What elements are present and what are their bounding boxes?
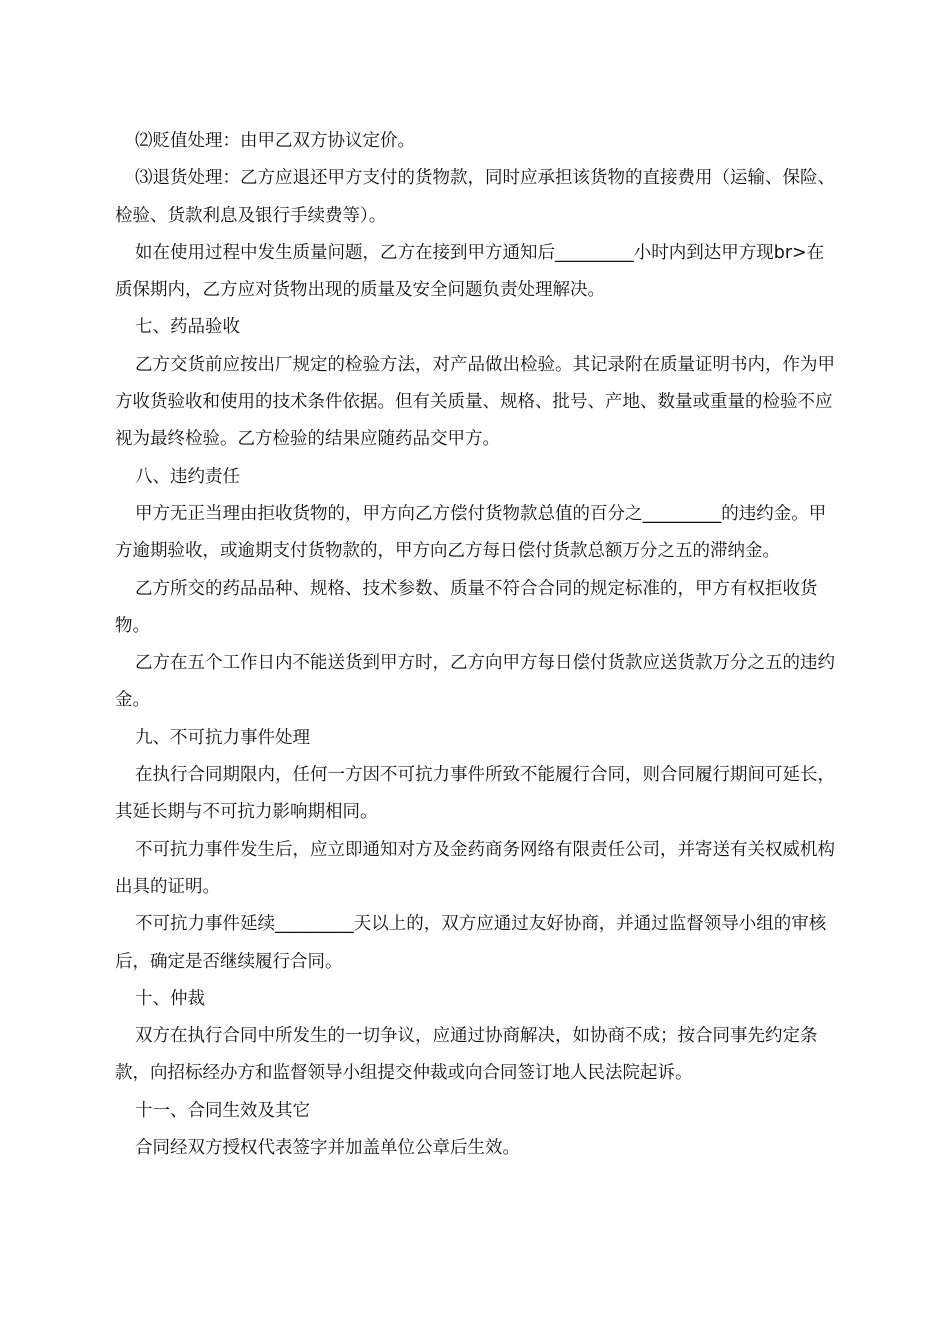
- section-heading-8: 八、违约责任: [135, 466, 240, 487]
- clause-quality-issue: 如在使用过程中发生质量问题，乙方在接到甲方通知后_________小时内到达甲方现br>在质保期内，乙方应对货物出现的质量及安全问题负责处理解决。: [115, 242, 825, 301]
- document-body: [115, 123, 840, 1167]
- clause-force-majeure-notify: 不可抗力事件发生后，应立即通知对方及金药商务网络有限责任公司，并寄送有关权威机构出具的证明。: [115, 839, 835, 897]
- clause-inspection: 乙方交货前应按出厂规定的检验方法，对产品做出检验。其记录附在质量证明书内，作为甲方收货验收和使用的技术条件依据。但有关质量、规格、批号、产地、数量或重量的检验不应视为最终检验。乙方检验的结果应随药品交甲方。: [115, 354, 835, 450]
- clause-penalty-nonconform: 乙方所交的药品品种、规格、技术参数、质量不符合合同的规定标准的，甲方有权拒收货物。: [115, 578, 818, 636]
- section-heading-11: 十一、合同生效及其它: [135, 1100, 310, 1121]
- clause-effective: 合同经双方授权代表签字并加盖单位公章后生效。: [135, 1138, 520, 1159]
- clause-force-majeure-duration: 不可抗力事件延续_________天以上的，双方应通过友好协商，并通过监督领导小组的审核后，确定是否继续履行合同。: [115, 914, 827, 972]
- clause-force-majeure-extend: 在执行合同期限内，任何一方因不可抗力事件所致不能履行合同，则合同履行期间可延长，其延长期与不可抗力影响期相同。: [115, 765, 835, 823]
- section-heading-7: 七、药品验收: [135, 317, 240, 338]
- clause-penalty-buyer: 甲方无正当理由拒收货物的，甲方向乙方偿付货物款总值的百分之_________的违约金。甲方逾期验收，或逾期支付货物款的，甲方向乙方每日偿付货款总额万分之五的滞纳金。: [115, 503, 827, 562]
- section-heading-9: 九、不可抗力事件处理: [135, 727, 310, 748]
- section-heading-10: 十、仲裁: [135, 988, 205, 1009]
- clause-depreciation: ⑵贬值处理：由甲乙双方协议定价。: [135, 131, 415, 151]
- clause-return: ⑶退货处理：乙方应退还甲方支付的货物款，同时应承担该货物的直接费用（运输、保险、检验、货款利息及银行手续费等）。: [115, 168, 835, 226]
- clause-arbitration: 双方在执行合同中所发生的一切争议，应通过协商解决，如协商不成；按合同事先约定条款，向招标经办方和监督领导小组提交仲裁或向合同签订地人民法院起诉。: [115, 1026, 818, 1084]
- clause-penalty-delay: 乙方在五个工作日内不能送货到甲方时，乙方向甲方每日偿付货款应送货款万分之五的违约金。: [115, 653, 835, 711]
